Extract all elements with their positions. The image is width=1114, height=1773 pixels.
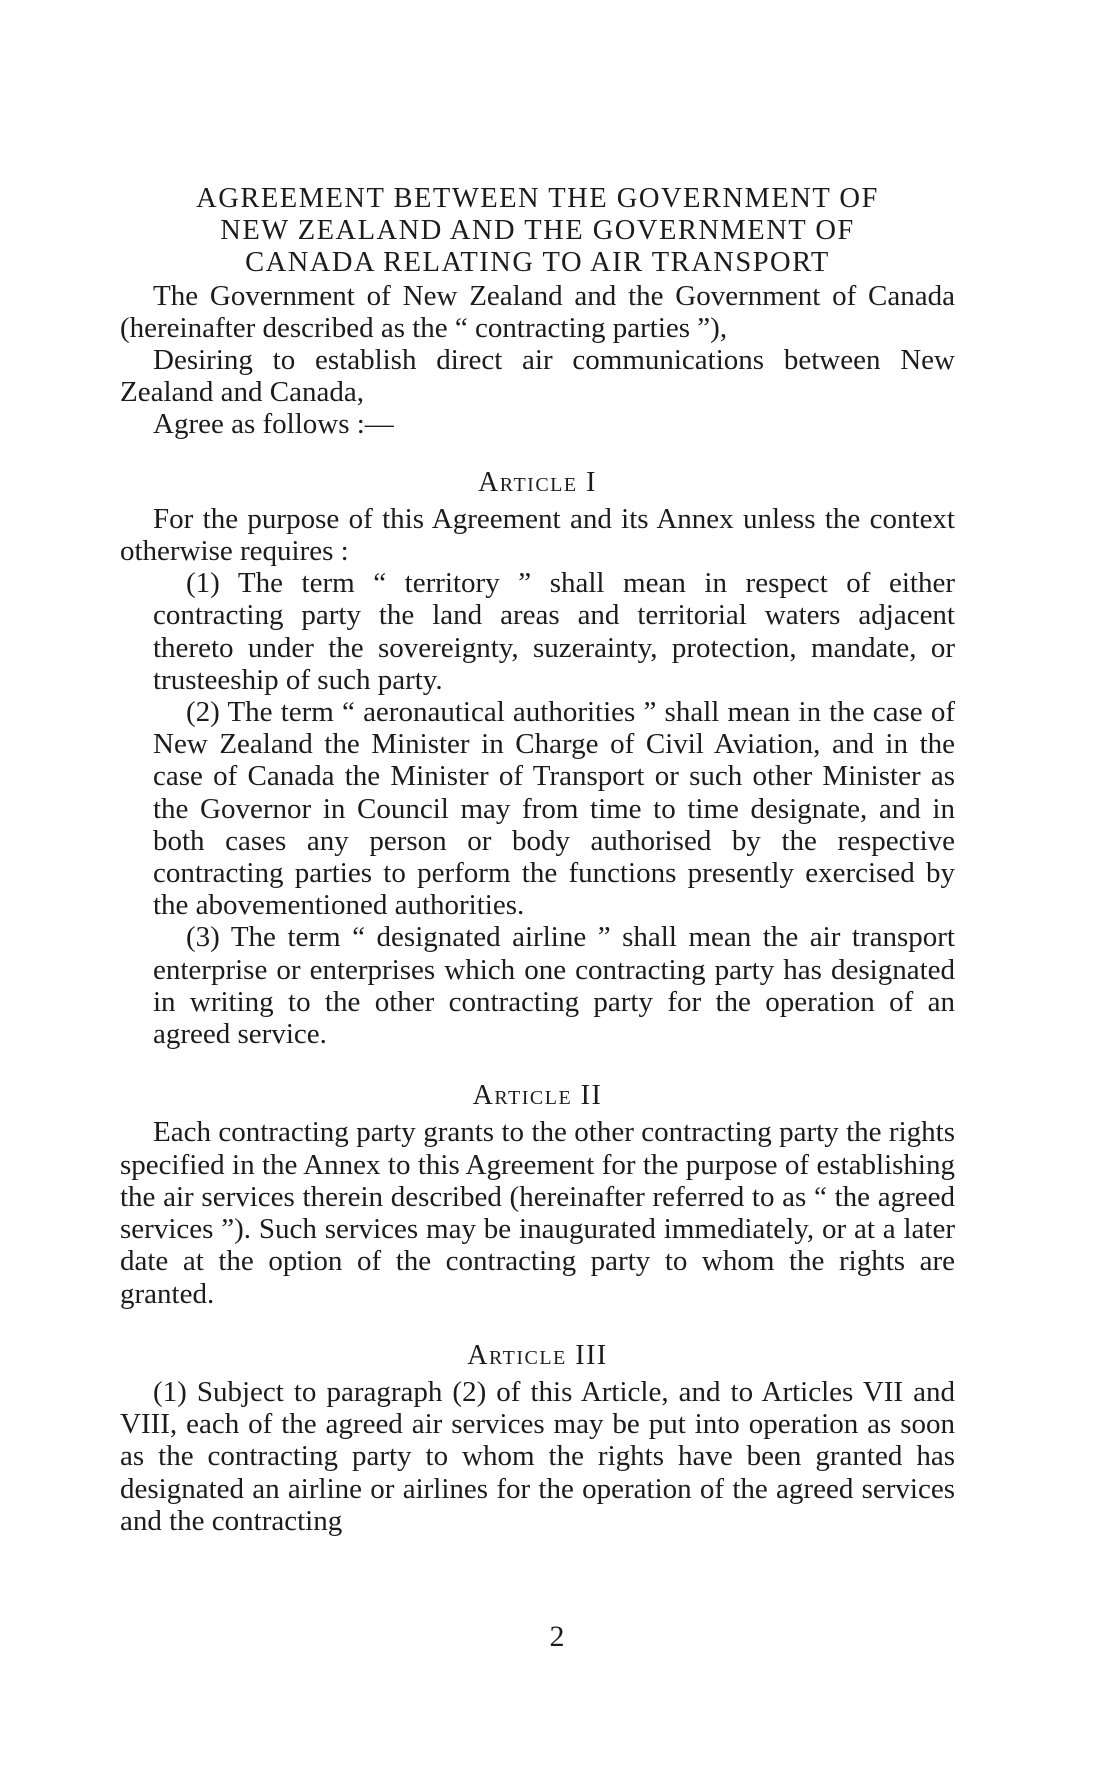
article-2-heading: Article II bbox=[472, 1080, 603, 1112]
preamble-desiring: Desiring to establish direct air communications between New Zealand and Canada, bbox=[120, 344, 955, 409]
title-line-2: NEW ZEALAND AND THE GOVERNMENT OF bbox=[220, 215, 855, 247]
article-1-paragraph-2: (2) The term “ aeronautical authorities ” shall mean in the case of New Zealand the Minister in Charge of Civil Aviation, and in the case of Canada the Minister of Transport or such other Minister as the Governor in Council may from time to time designate, and in both cases any person or body authorised by the respective contracting parties to perform the functions presently exercised by the abovementioned authorities. bbox=[153, 696, 955, 922]
title-line-3: CANADA RELATING TO AIR TRANSPORT bbox=[245, 247, 830, 279]
preamble-parties: The Government of New Zealand and the Government of Canada (hereinafter described as the “ contracting parties ”), bbox=[120, 279, 955, 344]
article-1-paragraph-1: (1) The term “ territory ” shall mean in respect of either contracting party the land areas and territorial waters adjacent thereto under the sovereignty, suzerainty, protection, mandate, or trusteeship of such party. bbox=[153, 567, 955, 696]
article-1-intro: For the purpose of this Agreement and its Annex unless the context otherwise requires : bbox=[120, 502, 955, 568]
article-3-text: (1) Subject to paragraph (2) of this Article, and to Articles VII and VIII, each of the agreed air services may be put into operation as soon as the contracting party to whom the rights have been granted has designated an airline or airlines for the operation of the agreed services and the contracting bbox=[120, 1375, 955, 1537]
article-1-paragraph-3: (3) The term “ designated airline ” shall mean the air transport enterprise or enterprises which one contracting party has designated in writing to the other contracting party for the operation of an agreed service. bbox=[153, 921, 955, 1051]
title-line-1: AGREEMENT BETWEEN THE GOVERNMENT OF bbox=[196, 183, 879, 214]
document-page bbox=[120, 183, 955, 1537]
preamble-agree: Agree as follows :— bbox=[153, 408, 394, 441]
article-1-heading: Article I bbox=[478, 466, 597, 498]
document-title bbox=[120, 183, 955, 280]
article-3-heading: Article III bbox=[467, 1339, 608, 1371]
article-2-text: Each contracting party grants to the other contracting party the rights specified in the Annex to this Agreement for the purpose of establishing the air services therein described (hereinafter referred to as “ the agreed services ”). Such services may be inaugurated immediately, or at a later date at the option of the contracting party to whom the rights are granted. bbox=[120, 1116, 955, 1310]
page-number: 2 bbox=[549, 1620, 565, 1653]
